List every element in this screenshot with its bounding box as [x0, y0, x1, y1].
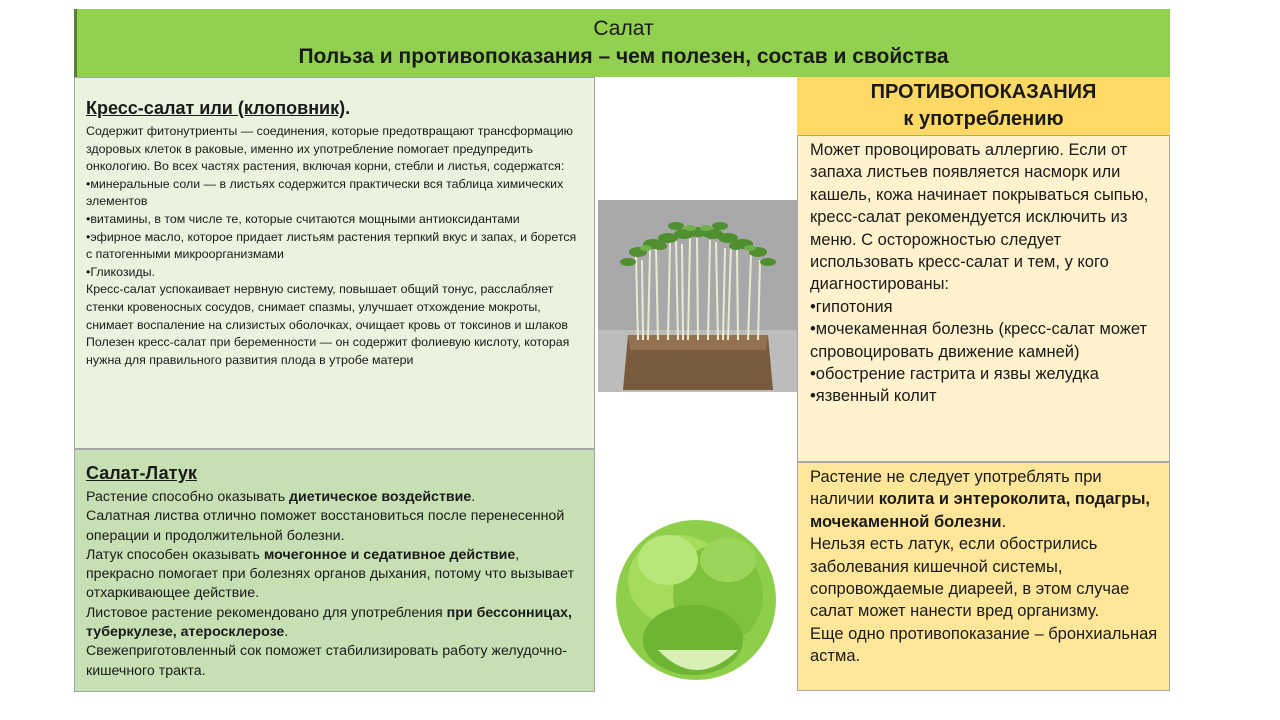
- contraindications-subtitle: к употреблению: [903, 108, 1064, 130]
- cress-list-item: •минеральные соли — в листьях содержится практически вся таблица химических элементов: [86, 176, 564, 209]
- lettuce-title: Салат-Латук: [86, 463, 197, 483]
- lettuce-body: [86, 488, 582, 681]
- cress-title-suffix: .: [345, 98, 351, 118]
- lettuce-text: Латук способен оказывать: [86, 546, 264, 563]
- lettuce-paragraph: Свежеприготовленный сок поможет стабилизировать работу желудочно-кишечного тракта.: [86, 643, 567, 679]
- contra-paragraph: Еще одно противопоказание – бронхиальная астма.: [810, 624, 1158, 666]
- contraindications-cress: [797, 135, 1170, 462]
- lettuce-emphasis: мочегонное и седативное действие: [263, 546, 516, 563]
- contra-text: Растение не следует употреблять при наличии: [810, 468, 1102, 509]
- cress-title-text: Кресс-салат или (клоповник): [86, 98, 346, 118]
- lettuce-text: .: [284, 624, 289, 641]
- contra-list-item: •язвенный колит: [810, 387, 937, 406]
- contra-list-item: •гипотония: [810, 297, 893, 316]
- lettuce-icon: [598, 500, 794, 692]
- lettuce-emphasis: при бессонницах, туберкулезе, атеросклерозе: [86, 604, 572, 641]
- lettuce-text: .: [471, 489, 476, 505]
- lettuce-text: Листовое растение рекомендовано для употребления: [86, 604, 447, 621]
- lettuce-paragraph: [86, 604, 582, 643]
- page-header: [77, 9, 1170, 77]
- lettuce-text: Растение способно оказывать: [86, 489, 290, 505]
- cress-paragraph: Кресс-салат успокаивает нервную систему, повышает общий тонус, расслабляет стенки кровеносных сосудов, снимает спазмы, улучшает отхождение мокроты, снимает воспаление на слизистых оболочках, очищает кровь от токсинов и шлаков: [86, 282, 568, 332]
- contra-list-item: •мочекаменная болезнь (кресс-салат может спровоцировать движение камней): [810, 320, 1148, 361]
- cress-title: [86, 98, 582, 119]
- lettuce-text: , прекрасно помогает при болезнях органов дыхания, потому что вызывает отхаркивающее действие.: [86, 546, 575, 602]
- contraindications-header: [797, 77, 1170, 135]
- lettuce-paragraph: [86, 546, 582, 604]
- cress-paragraph: Содержит фитонутриенты — соединения, которые предотвращают трансформацию здоровых клеток в раковые, именно их употребление помогает предупредить онкологию. Во всех частях растения, включая корни, стебли и листья, содержатся:: [86, 124, 573, 174]
- lettuce-panel: [74, 449, 595, 692]
- cress-sprouts-photo: [598, 200, 797, 392]
- contra-text: .: [1001, 512, 1007, 531]
- cress-list-item: •Гликозиды.: [86, 264, 155, 279]
- contra-list-item: •обострение гастрита и язвы желудка: [810, 365, 1099, 384]
- cress-sprouts-icon: [598, 200, 797, 392]
- page-title: Салат: [593, 17, 654, 40]
- cress-body: [86, 123, 582, 369]
- contraindications-lettuce: [797, 462, 1170, 691]
- lettuce-head-photo: [598, 500, 794, 692]
- contraindications-title: ПРОТИВОПОКАЗАНИЯ: [870, 81, 1097, 103]
- lettuce-paragraph: [86, 488, 582, 507]
- cress-paragraph: Полезен кресс-салат при беременности — он содержит фолиевую кислоту, которая нужна для правильного развития плода в утробе матери: [86, 335, 570, 367]
- contra-emphasis: колита и энтероколита, подагры, мочекаменной болезни: [810, 490, 1151, 531]
- lettuce-paragraph: Салатная листва отлично поможет восстановиться после перенесенной операции и продолжительной болезни.: [86, 508, 565, 544]
- cress-list-item: •эфирное масло, которое придает листьям растения терпкий вкус и запах, и борется с патогенными микроорганизмами: [86, 229, 577, 262]
- page-subtitle: Польза и противопоказания – чем полезен, состав и свойства: [298, 45, 949, 68]
- contra-paragraph: Может провоцировать аллергию. Если от запаха листьев появляется насморк или кашель, кожа начинает покрываться сыпью, кресс-салат рекомендуется исключить из меню. С осторожностью следует использовать кресс-салат и тем, у кого диагностированы:: [810, 141, 1149, 294]
- cress-salad-panel: [74, 77, 595, 449]
- cress-list-item: •витамины, в том числе те, которые считаются мощными антиоксидантами: [86, 211, 520, 226]
- lettuce-emphasis: диетическое воздействие: [289, 489, 472, 505]
- contra-paragraph: Нельзя есть латук, если обострились заболевания кишечной системы, сопровождаемые диареей, в этом случае салат может нанести вред организму.: [810, 535, 1130, 621]
- contra-paragraph: [810, 466, 1159, 533]
